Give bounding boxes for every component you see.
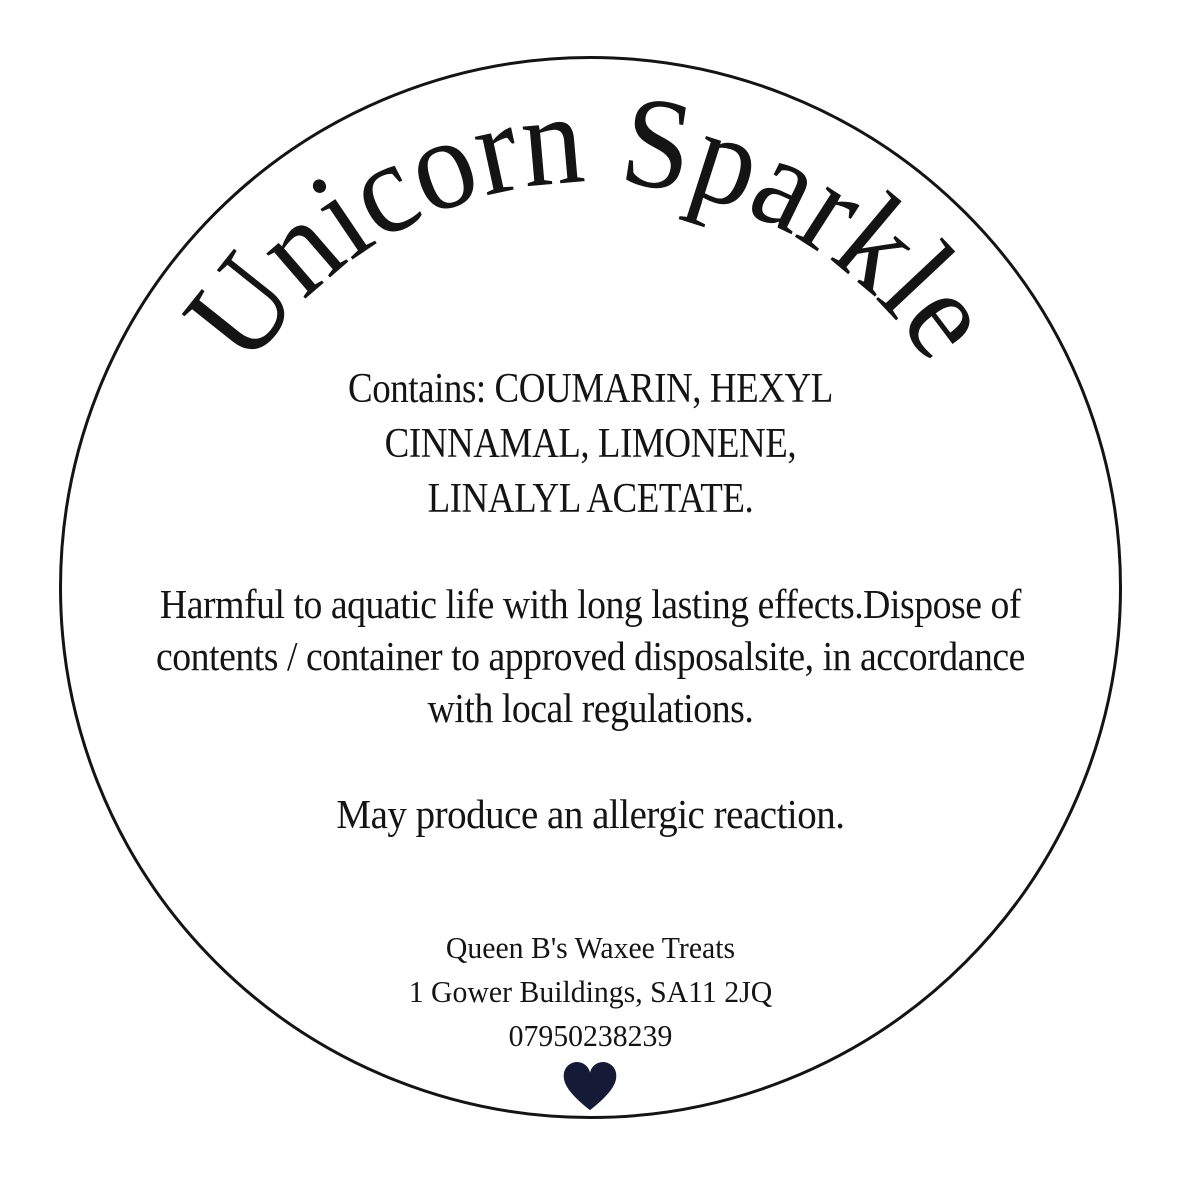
allergy-warning-line: May produce an allergic reaction. bbox=[336, 791, 845, 837]
business-name: Queen B's Waxee Treats bbox=[445, 930, 736, 965]
hazard-warning bbox=[47, 578, 1134, 734]
contains-statement bbox=[71, 362, 1110, 527]
hazard-warning-line: Harmful to aquatic life with long lasting effects.Dispose of bbox=[159, 581, 1021, 627]
seller-details bbox=[24, 926, 1158, 1058]
heart-icon bbox=[562, 1060, 618, 1113]
contains-line: CINNAMAL, LIMONENE, bbox=[384, 421, 797, 467]
business-address: 1 Gower Buildings, SA11 2JQ bbox=[408, 974, 773, 1009]
product-title-text: Unicorn Sparkle bbox=[156, 66, 1025, 388]
hazard-warning-line: contents / container to approved disposalsite, in accordance bbox=[155, 633, 1025, 679]
contains-line: LINALYL ACETATE. bbox=[427, 476, 754, 522]
product-title bbox=[157, 66, 1023, 387]
hazard-warning-line: with local regulations. bbox=[427, 685, 754, 731]
allergy-warning bbox=[30, 788, 1152, 840]
contains-line: Contains: COUMARIN, HEXYL bbox=[348, 366, 833, 412]
heart-icon-glyph bbox=[562, 1060, 618, 1113]
business-phone: 07950238239 bbox=[508, 1018, 673, 1053]
